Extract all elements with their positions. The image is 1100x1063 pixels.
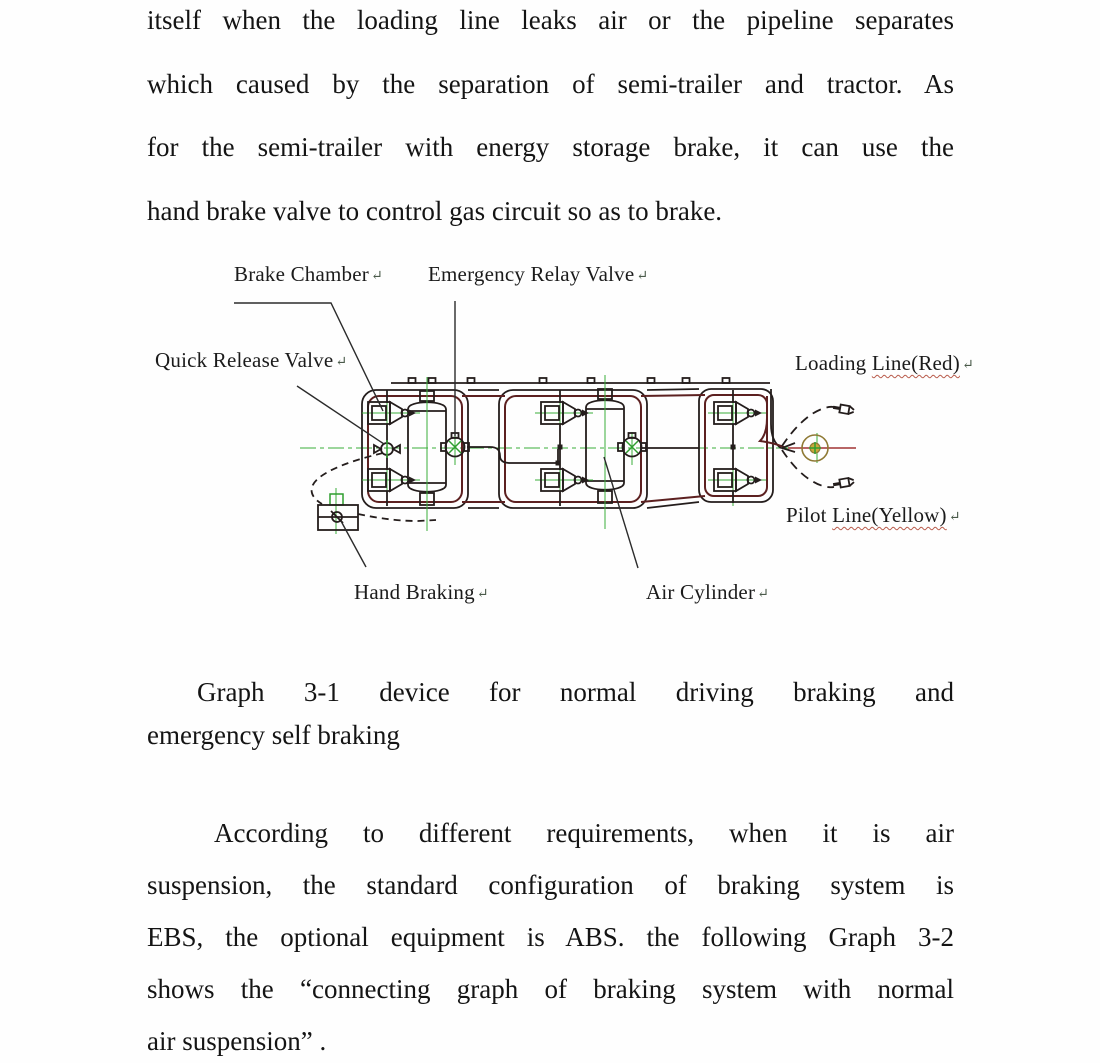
label-text: Pilot: [786, 503, 833, 527]
brake-chamber-symbol: [362, 469, 420, 491]
paragraph-bottom: [147, 807, 954, 1063]
top-pipe-run: [391, 378, 770, 383]
gladhand-coupler-icon: [832, 403, 854, 415]
brake-chamber-symbol: [708, 469, 766, 491]
return-mark-icon: ↵: [757, 587, 770, 602]
return-mark-icon: ↵: [961, 358, 974, 373]
quick-release-valve-symbol: [374, 440, 400, 458]
return-mark-icon: ↵: [370, 269, 383, 284]
label-air-cylinder: [646, 580, 769, 605]
label-emergency-relay-valve: [428, 262, 648, 287]
label-text: Hand Braking: [354, 580, 475, 604]
paragraph-line: for the semi-trailer with energy storage brake, it can use the: [147, 132, 954, 163]
label-text-misspelled: Line(Red): [871, 351, 960, 375]
return-mark-icon: ↵: [476, 587, 489, 602]
paragraph-line: shows the “connecting graph of braking system with normal: [147, 974, 954, 1004]
label-loading-line: [795, 351, 974, 376]
caption-line: emergency self braking: [147, 719, 400, 750]
coupling-lines: [782, 403, 856, 488]
paragraph-line: which caused by the separation of semi-trailer and tractor. As: [147, 68, 954, 99]
label-hand-braking: [354, 580, 489, 605]
label-text: Quick Release Valve: [155, 348, 334, 372]
brake-chamber-symbol: [708, 402, 766, 424]
label-brake-chamber: [234, 262, 383, 287]
leader-lines: [234, 301, 638, 568]
gladhand-coupler-icon: [832, 477, 854, 489]
paragraph-line: EBS, the optional equipment is ABS. the following Graph 3-2: [147, 922, 954, 952]
caption-line: Graph 3-1 device for normal driving braking and: [197, 677, 954, 707]
figure-caption: [147, 671, 954, 756]
label-text: Brake Chamber: [234, 262, 369, 286]
return-mark-icon: ↵: [636, 269, 649, 284]
label-quick-release-valve: [155, 348, 347, 373]
paragraph-line: According to different requirements, when it is air: [214, 818, 954, 848]
paragraph-line: air suspension” .: [147, 1026, 327, 1056]
label-text-misspelled: Line(Yellow): [832, 503, 947, 527]
return-mark-icon: ↵: [335, 355, 348, 370]
paragraph-line: suspension, the standard configuration of braking system is: [147, 870, 954, 900]
brake-chamber-symbol: [535, 402, 593, 424]
label-pilot-line: [786, 503, 961, 528]
paragraph-top: [147, 0, 954, 243]
label-text: Loading: [795, 351, 872, 375]
braking-system-diagram: [0, 250, 1100, 650]
return-mark-icon: ↵: [948, 510, 961, 525]
paragraph-line: hand brake valve to control gas circuit so as to brake.: [147, 195, 723, 226]
hand-brake-valve-symbol: [312, 453, 436, 534]
brake-chamber-symbol: [535, 469, 593, 491]
label-text: Emergency Relay Valve: [428, 262, 635, 286]
label-text: Air Cylinder: [646, 580, 756, 604]
paragraph-line: itself when the loading line leaks air or the pipeline separates: [147, 5, 954, 35]
